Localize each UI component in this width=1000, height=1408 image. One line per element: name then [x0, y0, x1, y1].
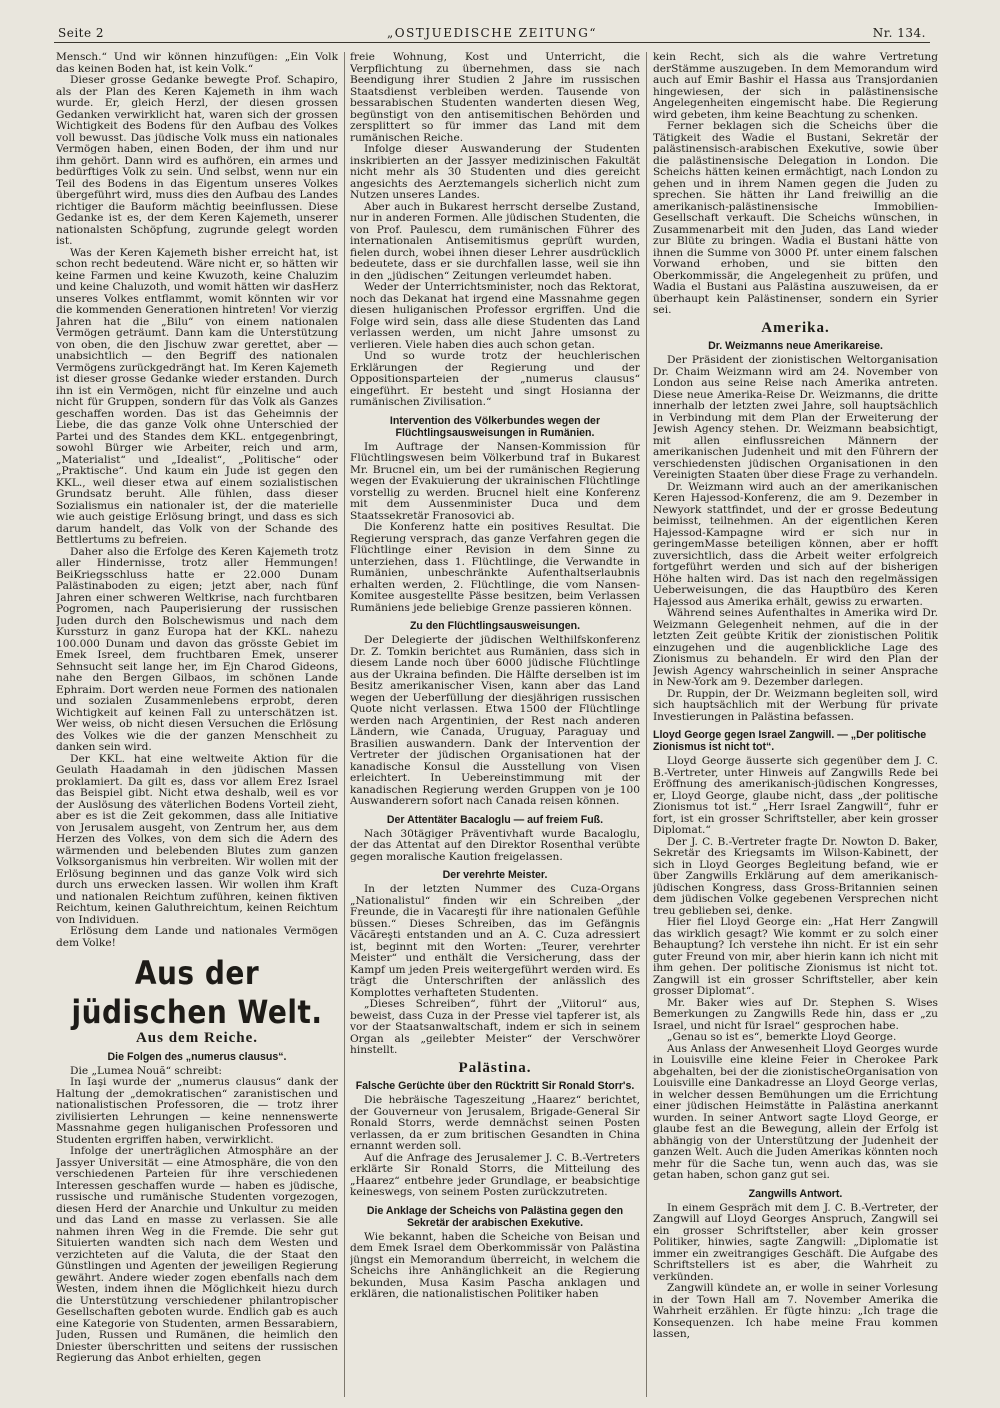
newspaper-title: „OSTJUEDISCHE ZEITUNG“: [387, 26, 597, 40]
paragraph: Der KKL. hat eine weltweite Aktion für die Geulath Haadamah in den jüdischen Massen proklamiert. Da gilt es, dass vor allem Erez Israel das Beispiel gibt. Nicht etwa deshalb, weil es vor der Auslösung des väterlichen Bodens Vorteil zieht, aber es ist die Zeit gekommen, dass alle Initiative von Jerusalem ausgeht, von Zentrum her, aus dem Herzen des Volkes, von dem sich die Adern des wärmenden und belebenden Blutes zum ganzen Volksorganismus hin verbreiten. Wir wollen mit der Erlösung beginnen und das ganze Volk wird sich durch uns erwecken lassen. Wir wollen ihm Kraft und nationalen Reichtum zuführen, keinen fiktiven Reichtum, keinen Galuthreichtum, keinen Reichtum von Individuen.: [56, 752, 338, 926]
column-rule: [646, 52, 647, 1397]
article-title: Lloyd George gegen Israel Zangwill. — „Der politische Zionismus ist nicht tot“.: [653, 729, 927, 753]
page-number: Seite 2: [58, 26, 105, 40]
section-heading: Aus der jüdischen Welt.: [71, 953, 323, 1031]
column-1: [56, 52, 338, 1397]
paragraph: Während seines Aufenthaltes in Amerika wird Dr. Weizmann Gelegenheit nehmen, auf die in der letzten Zeit geübte Kritik der zionistischen Politik einzugehen und die augenblickliche Lage des Zionismus zu behandeln. Er wird den Plan der Jewish Agency wahrscheinlich in seiner Ansprache in New-York am 9. Dezember darlegen.: [653, 607, 938, 688]
paragraph: Auf die Anfrage des Jerusalemer J. C. B.-Vertreters erklärte Sir Ronald Storrs, die Mitteilung des „Haarez“ entbehre jeder Grundlage, er beabsichtige keineswegs, von seinem Posten zurückzutreten.: [350, 1151, 640, 1198]
paragraph: Aber auch in Bukarest herrscht derselbe Zustand, nur in anderen Formen. Alle jüdischen Studenten, die von Prof. Paulescu, dem rumänischen Führer des internationalen Antisemitismus geprüft wurden, fielen durch, wobei ihnen dieser Lehrer ausdrücklich bedeutete, dass er sie durchfallen lasse, weil sie ihn in den „jüdischen“ Zeitungen verleumdet haben.: [350, 200, 640, 282]
paragraph: Aus Anlass der Anwesenheit Lloyd Georges wurde in Louisville eine kleine Feier in Cherokee Park abgehalten, bei der die zionistischeOrganisation von Louisville eine Dankadresse an Lloyd George verlas, in welcher dessen Bemühungen um die Errichtung einer jüdischen Heimstätte in Palästina anerkannt wurden. In seiner Antwort sagte Lloyd George, er glaube fest an die Bewegung, allein der Erfolg ist abhängig von der Unterstützung der Judenheit der ganzen Welt. Auch die Juden Amerikas könnten noch mehr für die Sache tun, wenn auch das, was sie getan haben, schon ganz gut sei.: [653, 1042, 938, 1181]
subsection-heading: Aus dem Reiche.: [135, 1030, 259, 1046]
paragraph: „Dieses Schreiben“, führt der „Viitorul“ aus, beweist, dass Cuza in der Presse viel tapferer ist, als vor der Staatsanwaltschaft, indem er sich in seinem Organ als „geilebter Meister“ der Verschwörer hinstellt.: [350, 998, 640, 1056]
paragraph: Zangwill kündete an, er wolle in seiner Vorlesung in der Town Hall am 7. November Amerika die Wahrheit erzählen. Er fügte hinzu: „Ich trage die Konsequenzen. Ich habe meine Frau kommen lassen,: [653, 1282, 938, 1340]
paragraph: Dr. Weizmann wird auch an der amerikanischen Keren Hajessod-Konferenz, die am 9. Dezember in Newyork stattfindet, und der er grosse Bedeutung beimisst, teilnehmen. An der eigentlichen Keren Hajessod-Kampagne wird er sich nur in geringemMasse beteiligen können, aber er hofft zuversichtlich, dass die Arbeit weiter erfolgreich fortgeführt werden und sich auf der bisherigen Höhe halten wird. Das ist nach den regelmässigen Ueberweisungen, die das Hauptbüro des Keren Hajessod aus Amerika erhält, gewiss zu erwarten.: [653, 480, 938, 608]
column-rule: [344, 52, 345, 1397]
paragraph: In Iaşi wurde der „numerus clausus“ dank der Haltung der „demokratischen“ zaranistischen und nationalistischen Professoren, die — trotz ihrer zivilisierten Lehrungen — keine nennenswerte Massnahme gegen huliganischen Professoren und Studenten ergriffen haben, verwirklicht.: [56, 1076, 338, 1146]
paragraph: In einem Gespräch mit dem J. C. B.-Vertreter, der Zangwill auf Lloyd Georges Anspruch, Zangwill sei ein grosser Schriftsteller, aber kein grosser Politiker, hinwies, sagte Zangwill: „Diplomatie ist immer ein zweitrangiges Geschäft. Die Aufgabe des Schriftstellers ist es aber, die Wahrheit zu verkünden.: [653, 1201, 938, 1283]
paragraph: Weder der Unterrichtsminister, noch das Rektorat, noch das Dekanat hat irgend eine Massnahme gegen diesen huliganischen Professor ergriffen. Und die Folge wird sein, dass alle diese Studenten das Land verlassen werden, um nicht Jahre umsonst zu verlieren. Viele haben dies auch schon getan.: [350, 281, 640, 351]
paragraph: Der Präsident der zionistischen Weltorganisation Dr. Chaim Weizmann wird am 24. November von London aus seine Reise nach Amerika antreten. Diese neue Amerika-Reise Dr. Weizmanns, die dritte innerhalb der letzten zwei Jahre, soll hauptsächlich in Verbindung mit dem Plan der Erweiterung der Jewish Agency stehen. Dr. Weizmann beabsichtigt, mit allen einflussreichen Männern der amerikanischen Judenheit und mit den Führern der verschiedensten jüdischen Organisationen in den Vereinigten Staaten über diese Frage zu verhandeln.: [653, 354, 938, 481]
paragraph: „Genau so ist es“, bemerkte Lloyd George.: [667, 1031, 897, 1043]
paragraph: Die Konferenz hatte ein positives Resultat. Die Regierung versprach, das ganze Verfahren gegen die Flüchtlinge einer Revision in dem Sinne zu unterziehen, dass 1. Flüchtlinge, die Verwandte in Rumänien, unbeschränkte Aufenthaltserlaubnis erhalten werden, 2. Flüchtlinge, die vom Nansen-Komitee ausgestellte Pässe besitzen, beim Verlassen Rumäniens jede beliebige Grenze passieren können.: [350, 521, 640, 614]
paragraph: In der letzten Nummer des Cuza-Organs „Nationalistul“ finden wir ein Schreiben „der Freunde, die in Vacareşti für ihre nationalen Gefühle büssen.“ Dieses Schreiben, das im Gefängnis Văcăreşti entstanden und an A. C. Cuza adressiert ist, beginnt mit den Worten: „Teurer, verehrter Meister“ und enthält die Versicherung, dass der Kampf um jeden Preis weitergeführt werden wird. Es trägt die Unterschriften der anlässlich des Komplottes verhafteten Studenten.: [350, 883, 640, 999]
paragraph: Im Auftrage der Nansen-Kommission für Flüchtlingswesen beim Völkerbund traf in Bukarest Mr. Brucnel ein, um bei der rumänischen Regierung wegen der Evakuierung der ukrainischen Flüchtlinge vorstellig zu werden. Brucnel hielt eine Konferenz mit dem Aussenminister Duca und dem Staatssekretär Franosovici ab.: [350, 440, 640, 522]
paragraph: Dieser grosse Gedanke bewegte Prof. Schapiro, als der Plan des Keren Kajemeth in ihm wach wurde. Er, gleich Herzl, der diesen grossen Gedanken verwirklicht hat, waren sich der grossen Wichtigkeit des Bodens für den Aufbau des Volkes voll bewusst. Das jüdische Volk muss ein nationales Vermögen haben, einen Boden, der ihm und nur ihm gehört. Dann wird es aufhören, ein armes und bedürftiges Volk zu sein. Und selbst, wenn nur ein Teil des Bodens in das Eigentum unseres Volkes übergeführt wird, muss dies den Aufbau des Landes richtiger die Bauform mächtig beeinflussen. Diese Gedanke ist es, der dem Keren Kajemeth, unserer nationalsten Schöpfung, zugrunde gelegt worden ist.: [56, 74, 338, 247]
paragraph: Lloyd George äusserte sich gegenüber dem J. C. B.-Vertreter, unter Hinweis auf Zangwills Rede bei Eröffnung des amerikanisch-jüdischen Kongresses, er, Lloyd George, glaube nicht, dass „der politische Zionismus tot ist.“ „Herr Israel Zangwill“, fuhr er fort, ist ein grosser Schriftsteller, aber kein grosser Diplomat.“: [653, 755, 938, 836]
paragraph: Was der Keren Kajemeth bisher erreicht hat, ist schon recht bedeutend. Wäre nicht er, so hätten wir keine Farmen und keine Kwuzoth, keine Chaluzim und keine Chaluzoth, und womit hätten wir dasHerz unseres Volkes entflammt, womit könnten wir vor die kommenden Generationen hintreten! Vor vierzig Jahren hat die „Bilu“ von einem nationalen Vermögen geträumt. Dann kam die Unterstützung von oben, die den Jischuw zwar gerettet, aber — unabsichtlich — den Begriff des nationalen Vermögens zurückgedrängt hat. Im Keren Kajemeth ist dieser grosse Gedanke wieder erstanden. Durch ihn ist ein Vermögen, nicht für einzelne und auch nicht für Gruppen, sondern für das Volk als Ganzes geschaffen worden. Das ist das Geheimnis der Liebe, die das ganze Volk ohne Unterschied der Partei und des Standes dem KKL. entgegenbringt, sowohl Bürger wie Arbeiter, reich und arm, „Materialist“ und „Idealist“, „Politische“ oder „Praktische“. Und kaum ein Jude ist gegen den KKL., weil dieser etwa auf einem sozialistischen Grundsatz beruht. Alle fühlen, dass dieser Sozialismus ein nationaler ist, der die materielle wie auch geistige Erlösung bringt, und dass es sich darum handelt, das Volk von der Schande des Bettlertums zu befreien.: [56, 246, 338, 546]
paragraph: Mr. Baker wies auf Dr. Stephen S. Wises Bemerkungen zu Zangwills Rede hin, dass er „zu Israel, und nicht für Israel“ gesprochen habe.: [653, 996, 938, 1032]
paragraph: Mensch.“ Und wir können hinzufügen: „Ein Volk das keinen Boden hat, ist kein Volk.“: [56, 52, 338, 75]
paragraph: Infolge dieser Auswanderung der Studenten inskribierten an der Jassyer medizinischen Fakultät nicht mehr als 30 Studenten und dies gereicht angesichts des Aerztemangels sicherlich nicht zum Nutzen unseres Landes.: [350, 143, 640, 201]
paragraph: Nach 30tägiger Präventivhaft wurde Bacaloglu, der das Attentat auf den Direktor Rosenthal verübte gegen moralische Kaution freigelassen.: [350, 827, 640, 863]
paragraph: Die „Lumea Nouă“ schreibt:: [70, 1064, 222, 1077]
article-title: Die Anklage der Scheichs von Palästina gegen den Sekretär der arabischen Exekutive.: [366, 1204, 624, 1229]
article-title: Intervention des Völkerbundes wegen der Flüchtlingsausweisungen in Rumänien.: [389, 414, 601, 439]
paragraph: Ferner beklagen sich die Scheichs über die Tätigkeit des Wadie el Bustani, Sekretär der palästinensisch-arabischen Exekutive, sowie über die palästinensische Delegation in London. Die Scheichs hätten keinen ermächtigt, nach London zu gehen und in ihrem Namen gegen die Juden zu sprechen. Sie hätten ihr Land freiwillig an die amerikanisch-palästinensische Immobilien-Gesellschaft verkauft. Die Scheichs wünschen, in Zusammenarbeit mit den Juden, das Land wieder zur Blüte zu bringen. Wadia el Bustani hätte von ihnen die Summe von 3000 Pf. unter einem falschen Vorwand erhoben, und sie bitten den Oberkommissär, die Angelegenheit zu prüfen, und Wadia el Bustani aus Palästina auszuweisen, da er überhaupt kein Palästinenser, sondern ein Syrier sei.: [653, 120, 938, 316]
page-header: [54, 20, 930, 43]
column-2: [350, 52, 640, 1397]
paragraph: Wie bekannt, haben die Scheiche von Beisan und dem Emek Israel dem Oberkommissär von Palästina jüngst ein Memorandum überreicht, in welchem die Scheichs ihre Anhänglichkeit an die Regierung bekunden, Musa Kasim Pascha anklagen und erklären, die nationalistischen Politiker haben: [350, 1230, 640, 1300]
paragraph: Die hebräische Tageszeitung „Haarez“ berichtet, der Gouverneur von Jerusalem, Brigade-General Sir Ronald Storrs, werde demnächst seinen Posten verlassen, da er zum britischen Gesandten in China ernannt werden soll.: [350, 1094, 640, 1152]
paragraph: Infolge der unerträglichen Atmosphäre an der Jassyer Universität — eine Atmosphäre, die von den verschiedenen Parteien für ihre verschiedenen Interessen geschaffen wurde — haben es jüdische, russische und rumänische Studenten vorgezogen, diesen Herd der Anarchie und Unkultur zu meiden und das Land en masse zu verlassen. Sie alle nahmen ihren Weg in die Fremde. Die sehr gut Situierten wandten sich nach dem Westen und verzichteten auf die Valuta, die der Staat den Günstlingen und Agenten der jeweiligen Regierung gewährt. Andere wieder zogen ebenfalls nach dem Westen, indem ihnen die Möglichkeit hiezu durch die Unterstützung verschiedener philantropischer Gesellschaften geboten wurde. Endlich gab es auch eine Kategorie von Studenten, armen Bessarabiern, Juden, Russen und Rumänen, die heimlich den Dniester überschritten und seitens der russischen Regierung das Anbot erhielten, gegen: [56, 1145, 338, 1364]
subsection-heading: Amerika.: [761, 319, 830, 336]
article-title: Der Attentäter Bacaloglu — auf freiem Fuß.: [386, 813, 604, 826]
article-title: Die Folgen des „numerus clausus“.: [107, 1050, 287, 1063]
paragraph: Hier fiel Lloyd George ein: „Hat Herr Zangwill das wirklich gesagt? Wie kommt er zu solch einer Behauptung? Ich verstehe ihn nicht. Er ist ein sehr guter Freund von mir, aber hierin kann ich nicht mit ihm gehen. Der politische Zionismus ist nicht tot. Zangwill ist ein grosser Schriftsteller, aber kein grosser Diplomat“.: [653, 916, 938, 997]
paragraph: Der J. C. B.-Vertreter fragte Dr. Nowton D. Baker, Sekretär des Kriegsamts im Wilson-Kabinett, der sich in Lloyd Georges Begleitung befand, wie er über Zangwills Erklärung auf dem amerikanisch-jüdischen Kongress, dass Gross-Britannien seinen dem jüdischen Volke gegebenen Versprechen nicht treu geblieben sei, denke.: [653, 835, 938, 917]
paragraph: freie Wohnung, Kost und Unterricht, die Verpflichtung zu übernehmen, dass sie nach Beendigung ihrer Studien 2 Jahre im russischen Staatsdienst verbleiben werden. Tausende von bessarabischen Studenten wanderten diesen Weg, begünstigt von den antisemitischen Behörden und zersplittert so für immer das Land mit dem rumänischen Reiche.: [350, 52, 640, 144]
paragraph: Erlösung dem Lande und nationales Vermögen dem Volke!: [56, 925, 338, 949]
article-title: Zu den Flüchtlingsausweisungen.: [409, 620, 581, 632]
subsection-heading: Palästina.: [458, 1059, 532, 1076]
paragraph: Dr. Ruppin, der Dr. Weizmann begleiten soll, wird sich hauptsächlich mit der Werbung für private Investierungen in Palästina befassen.: [653, 687, 938, 723]
article-title: Zangwills Antwort.: [748, 1187, 843, 1200]
paragraph: Und so wurde trotz der heuchlerischen Erklärungen der Regierung und der Oppositionsparteien der „numerus clausus“ eingeführt. Er besteht und singt Hosianna der rumänischen Zivilisation.“: [350, 350, 640, 408]
article-title: Falsche Gerüchte über den Rücktritt Sir Ronald Storr's.: [355, 1080, 635, 1092]
issue-number: Nr. 134.: [872, 26, 926, 40]
article-title: Dr. Weizmanns neue Amerikareise.: [708, 340, 883, 352]
column-3: [653, 52, 938, 1397]
paragraph: kein Recht, sich als die wahre Vertretung derStämme auszugeben. In dem Memorandum wird auch auf Emir Bashir el Hassa aus Transjordanien hingewiesen, der sich in palästinensische Angelegenheiten eingemischt habe. Die Regierung wird gebeten, ihm keine Beachtung zu schenken.: [653, 52, 938, 121]
article-title: Der verehrte Meister.: [442, 869, 548, 881]
paragraph: Daher also die Erfolge des Keren Kajemeth trotz aller Hindernisse, trotz aller Hemmungen! BeiKriegsschluss hatte er 22.000 Dunam Palästinaboden zu eigen; jetzt aber, nach fünf Jahren einer schweren Weltkrise, nach furchtbaren Pogromen, nach Pauperisierung der russischen Juden durch den Bolschewismus und nach dem Kurssturz in ganz Europa hat der KKL. nahezu 100.000 Dunam und davon das grösste Gebiet im Emek Isreel, dem fruchtbaren Emek, unserer Sehnsucht seit lange her, im Ejn Charod Gideons, nahe den Bergen Gilbaos, im schönen Lande Ephraim. Dort werden neue Formen des nationalen und sozialen Zusammenlebens erprobt, deren Wichtigkeit auf keinen Fall zu unterschätzen ist. Wer weiss, ob nicht diesen Versuchen die Erlösung des Volkes wie die der ganzen Menschheit zu danken sein wird.: [56, 545, 338, 753]
paragraph: Der Delegierte der jüdischen Welthilfskonferenz Dr. Z. Tomkin berichtet aus Rumänien, dass sich in diesem Lande noch über 6000 jüdische Flüchtlinge aus der Ukraina befinden. Die Hälfte derselben ist im Besitz amerikanischer Visen, kann aber das Land wegen der Ueberfüllung der diesjährigen russischen Quote nicht verlassen. Etwa 1500 der Flüchtlinge werden nach Argentinien, der Rest nach anderen Ländern, wie Canada, Uruguay, Paraguay und Brasilien auswandern. Dank der Intervention der Vertreter der jüdischen Organisationen hat der kanadische Konsul die Ausstellung von Visen erleichtert. In Uebereinstimmung mit der kanadischen Regierung werden Gruppen von je 100 Auswanderern sofort nach Canada reisen können.: [350, 634, 640, 807]
